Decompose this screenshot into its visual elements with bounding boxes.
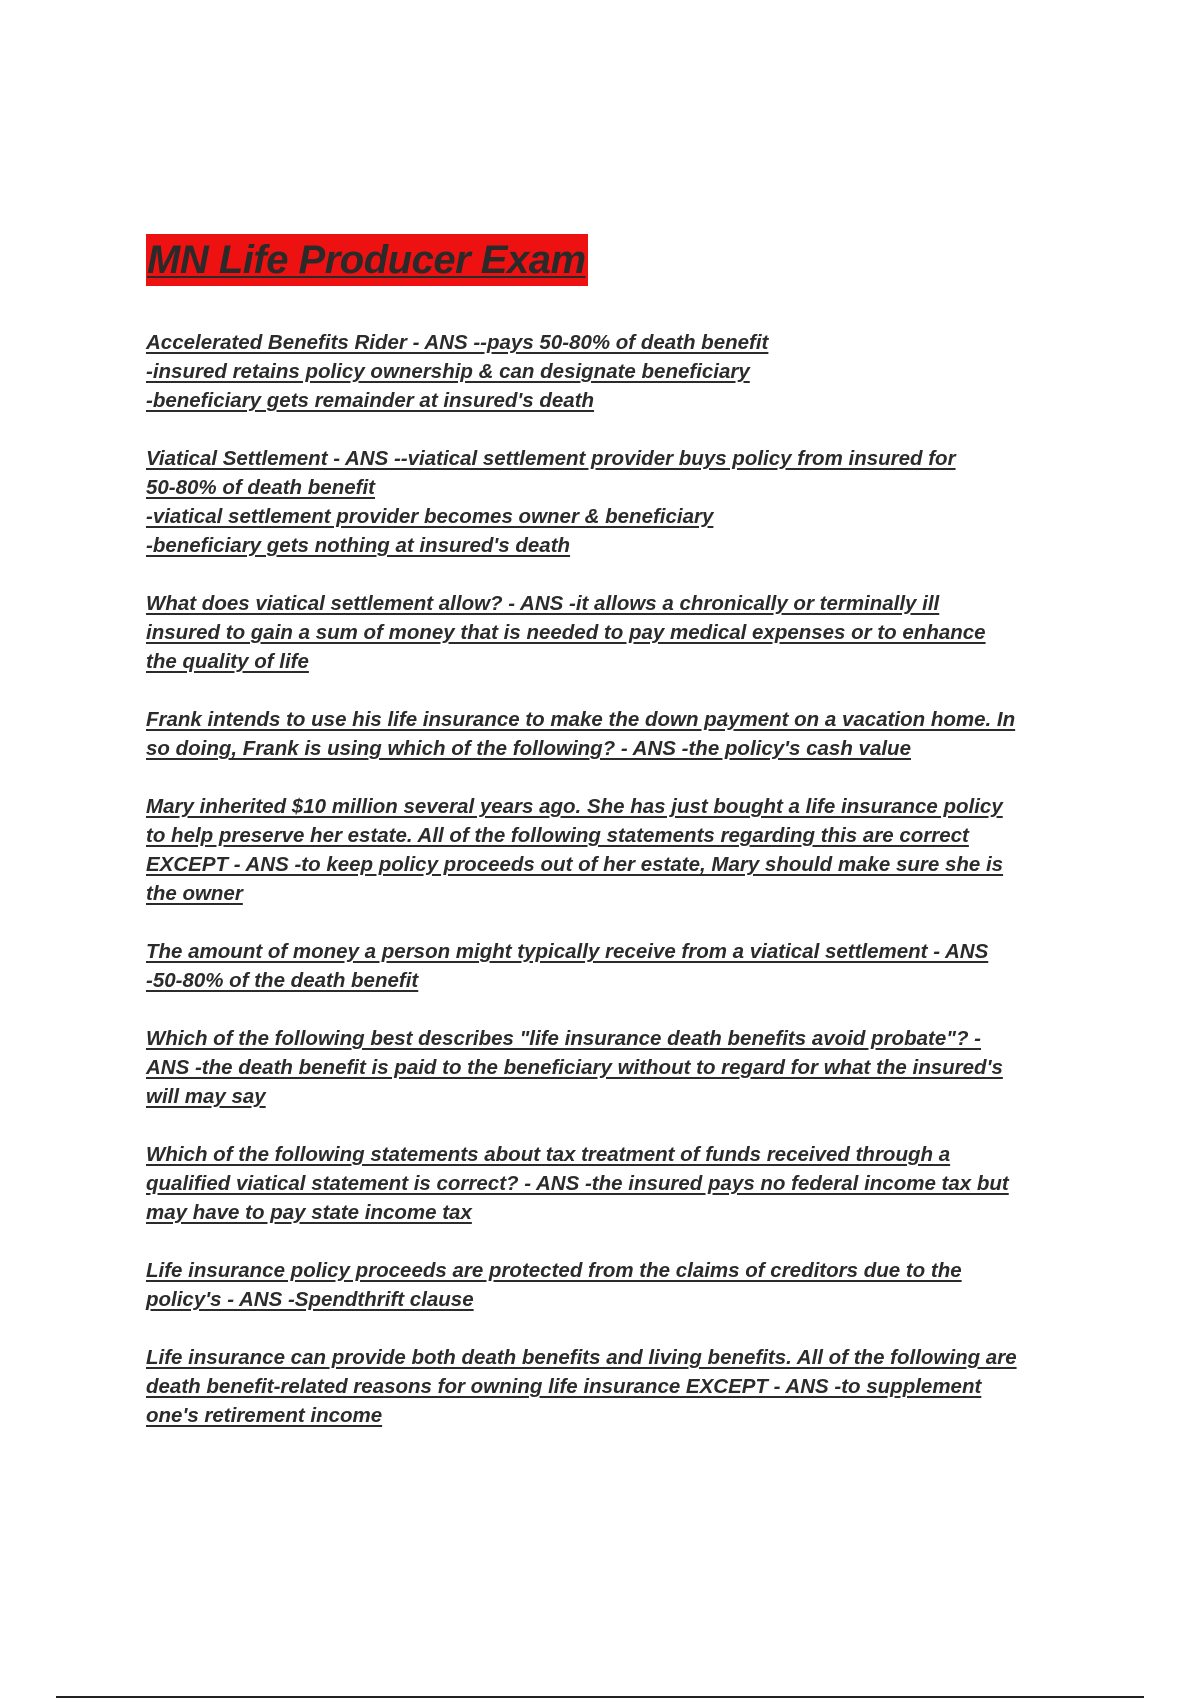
qa-entry: Life insurance policy proceeds are protected from the claims of creditors due to the policy's - ANS -Spendthrift clause <box>146 1259 962 1311</box>
qa-list <box>146 328 1096 1430</box>
qa-entry: Life insurance can provide both death benefits and living benefits. All of the following are death benefit-related reasons for owning life insurance EXCEPT - ANS -to supplement one's retirement income <box>146 1346 1017 1427</box>
document-title: MN Life Producer Exam <box>147 238 586 282</box>
footer-divider <box>56 1696 1144 1698</box>
qa-entry: The amount of money a person might typically receive from a viatical settlement - ANS -50-80% of the death benefit <box>146 940 989 992</box>
qa-entry: What does viatical settlement allow? - ANS -it allows a chronically or terminally ill insured to gain a sum of money that is needed to pay medical expenses or to enhance the quality of life <box>146 592 986 673</box>
qa-entry: Which of the following statements about tax treatment of funds received through a qualified viatical statement is correct? - ANS -the insured pays no federal income tax but may have to pay state income tax <box>146 1143 1009 1224</box>
qa-entry: Which of the following best describes "life insurance death benefits avoid probate"? - ANS -the death benefit is paid to the beneficiary without to regard for what the insured's will may say <box>146 1027 1003 1108</box>
qa-entry: Viatical Settlement - ANS --viatical settlement provider buys policy from insured for 50-80% of death benefit -viatical settlement provider becomes owner & beneficiary -beneficiary gets nothing at insured's death <box>146 447 956 557</box>
title-highlight <box>146 234 588 286</box>
qa-entry: Mary inherited $10 million several years ago. She has just bought a life insurance policy to help preserve her estate. All of the following statements regarding this are correct EXCEPT - ANS -to keep policy proceeds out of her estate, Mary should make sure she is the owner <box>146 795 1004 905</box>
qa-entry: Accelerated Benefits Rider - ANS --pays 50-80% of death benefit -insured retains policy ownership & can designate beneficiary -beneficiary gets remainder at insured's death <box>146 331 769 412</box>
qa-entry: Frank intends to use his life insurance to make the down payment on a vacation home. In so doing, Frank is using which of the following? - ANS -the policy's cash value <box>146 708 1016 760</box>
